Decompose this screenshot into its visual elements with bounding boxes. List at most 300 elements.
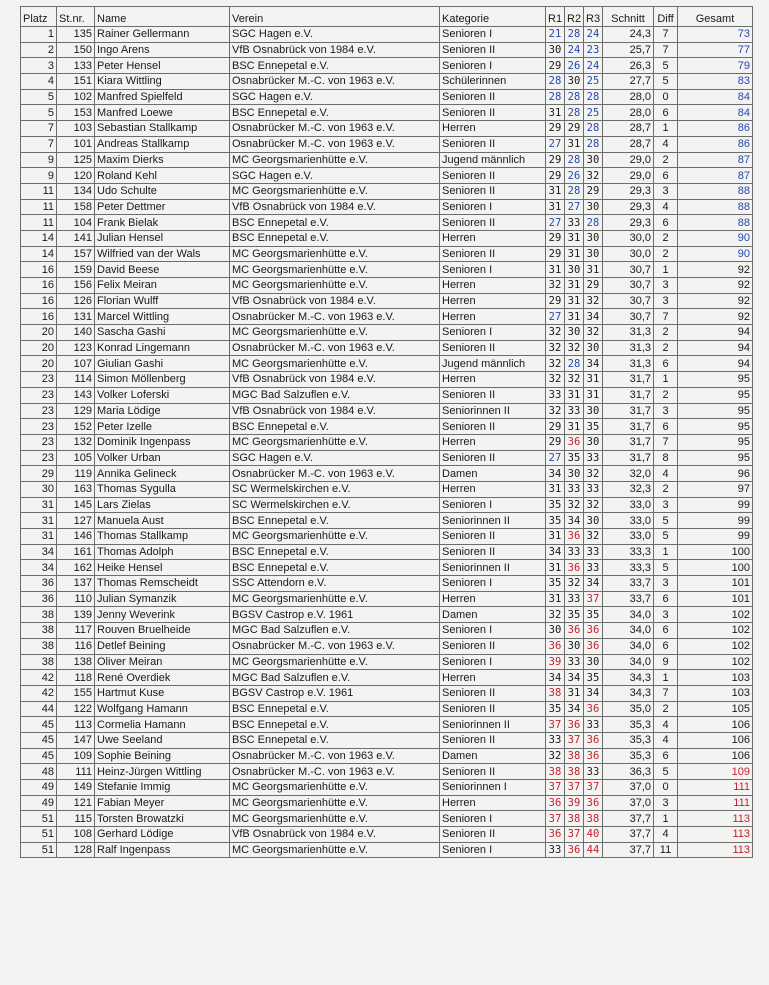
cell-diff: 3: [654, 576, 678, 592]
cell-stnr: 157: [57, 246, 95, 262]
cell-gesamt: 100: [678, 560, 753, 576]
table-row: [21, 293, 753, 309]
results-sheet: [20, 6, 752, 858]
cell-kategorie: Seniorinnen II: [440, 403, 546, 419]
cell-schnitt: 24,3: [603, 27, 654, 43]
cell-schnitt: 32,0: [603, 466, 654, 482]
table-row: [21, 121, 753, 137]
cell-stnr: 151: [57, 74, 95, 90]
table-row: [21, 309, 753, 325]
cell-r3: 38: [584, 811, 603, 827]
cell-schnitt: 31,7: [603, 387, 654, 403]
cell-r3: 30: [584, 654, 603, 670]
cell-r1: 35: [546, 701, 565, 717]
cell-schnitt: 31,7: [603, 419, 654, 435]
cell-schnitt: 31,3: [603, 356, 654, 372]
cell-schnitt: 34,0: [603, 638, 654, 654]
cell-stnr: 140: [57, 325, 95, 341]
cell-platz: 14: [21, 246, 57, 262]
cell-gesamt: 88: [678, 199, 753, 215]
cell-gesamt: 106: [678, 717, 753, 733]
table-row: [21, 576, 753, 592]
cell-schnitt: 29,0: [603, 168, 654, 184]
cell-diff: 5: [654, 58, 678, 74]
table-row: [21, 183, 753, 199]
cell-r2: 31: [565, 230, 584, 246]
cell-r1: 21: [546, 27, 565, 43]
cell-diff: 4: [654, 199, 678, 215]
cell-platz: 29: [21, 466, 57, 482]
cell-verein: BGSV Castrop e.V. 1961: [230, 607, 440, 623]
cell-name: Ingo Arens: [95, 42, 230, 58]
cell-verein: BSC Ennepetal e.V.: [230, 105, 440, 121]
cell-r2: 35: [565, 607, 584, 623]
table-row: [21, 434, 753, 450]
col-header-r2: R2: [565, 7, 584, 27]
cell-schnitt: 34,0: [603, 623, 654, 639]
cell-r2: 38: [565, 764, 584, 780]
cell-gesamt: 102: [678, 623, 753, 639]
cell-stnr: 163: [57, 481, 95, 497]
cell-r1: 37: [546, 717, 565, 733]
cell-verein: Osnabrücker M.-C. von 1963 e.V.: [230, 136, 440, 152]
cell-r2: 38: [565, 811, 584, 827]
cell-r3: 35: [584, 670, 603, 686]
cell-schnitt: 33,3: [603, 544, 654, 560]
cell-diff: 1: [654, 670, 678, 686]
cell-r2: 32: [565, 497, 584, 513]
cell-verein: SGC Hagen e.V.: [230, 89, 440, 105]
cell-diff: 1: [654, 121, 678, 137]
cell-verein: SGC Hagen e.V.: [230, 168, 440, 184]
cell-r1: 36: [546, 638, 565, 654]
cell-kategorie: Senioren I: [440, 842, 546, 858]
table-row: [21, 89, 753, 105]
cell-verein: SSC Attendorn e.V.: [230, 576, 440, 592]
cell-r1: 31: [546, 199, 565, 215]
cell-diff: 0: [654, 89, 678, 105]
cell-r3: 28: [584, 136, 603, 152]
cell-verein: VfB Osnabrück von 1984 e.V.: [230, 293, 440, 309]
cell-diff: 6: [654, 623, 678, 639]
cell-diff: 4: [654, 827, 678, 843]
cell-name: Julian Hensel: [95, 230, 230, 246]
cell-r1: 32: [546, 356, 565, 372]
cell-platz: 23: [21, 372, 57, 388]
cell-r2: 30: [565, 638, 584, 654]
cell-gesamt: 87: [678, 152, 753, 168]
cell-platz: 14: [21, 230, 57, 246]
table-row: [21, 246, 753, 262]
cell-gesamt: 87: [678, 168, 753, 184]
cell-gesamt: 88: [678, 183, 753, 199]
cell-schnitt: 28,0: [603, 105, 654, 121]
cell-r3: 28: [584, 89, 603, 105]
cell-schnitt: 37,7: [603, 842, 654, 858]
cell-kategorie: Senioren I: [440, 325, 546, 341]
cell-name: Maxim Dierks: [95, 152, 230, 168]
cell-name: Manuela Aust: [95, 513, 230, 529]
cell-stnr: 146: [57, 529, 95, 545]
cell-kategorie: Damen: [440, 466, 546, 482]
cell-r2: 27: [565, 199, 584, 215]
cell-schnitt: 30,7: [603, 262, 654, 278]
cell-diff: 5: [654, 513, 678, 529]
cell-verein: VfB Osnabrück von 1984 e.V.: [230, 372, 440, 388]
cell-r2: 36: [565, 717, 584, 733]
cell-name: Roland Kehl: [95, 168, 230, 184]
cell-r3: 36: [584, 748, 603, 764]
cell-verein: BSC Ennepetal e.V.: [230, 230, 440, 246]
cell-r3: 34: [584, 356, 603, 372]
cell-verein: MGC Bad Salzuflen e.V.: [230, 387, 440, 403]
cell-r3: 30: [584, 340, 603, 356]
table-row: [21, 199, 753, 215]
cell-r3: 36: [584, 795, 603, 811]
cell-stnr: 131: [57, 309, 95, 325]
cell-r2: 29: [565, 121, 584, 137]
cell-stnr: 120: [57, 168, 95, 184]
cell-r1: 37: [546, 780, 565, 796]
cell-schnitt: 33,0: [603, 529, 654, 545]
cell-schnitt: 33,7: [603, 591, 654, 607]
cell-r2: 38: [565, 748, 584, 764]
cell-r1: 38: [546, 764, 565, 780]
cell-r1: 29: [546, 152, 565, 168]
cell-r3: 32: [584, 497, 603, 513]
cell-diff: 2: [654, 152, 678, 168]
cell-stnr: 162: [57, 560, 95, 576]
cell-stnr: 102: [57, 89, 95, 105]
cell-r3: 25: [584, 74, 603, 90]
cell-stnr: 156: [57, 278, 95, 294]
table-row: [21, 795, 753, 811]
cell-schnitt: 29,0: [603, 152, 654, 168]
cell-platz: 23: [21, 450, 57, 466]
cell-kategorie: Senioren I: [440, 623, 546, 639]
cell-gesamt: 95: [678, 372, 753, 388]
table-row: [21, 168, 753, 184]
cell-gesamt: 101: [678, 591, 753, 607]
cell-stnr: 137: [57, 576, 95, 592]
cell-r2: 30: [565, 74, 584, 90]
cell-verein: Osnabrücker M.-C. von 1963 e.V.: [230, 309, 440, 325]
cell-schnitt: 31,7: [603, 434, 654, 450]
cell-verein: SC Wermelskirchen e.V.: [230, 497, 440, 513]
cell-r1: 31: [546, 529, 565, 545]
cell-r2: 33: [565, 215, 584, 231]
cell-r2: 33: [565, 403, 584, 419]
cell-platz: 31: [21, 513, 57, 529]
cell-gesamt: 101: [678, 576, 753, 592]
table-row: [21, 278, 753, 294]
cell-schnitt: 30,0: [603, 230, 654, 246]
cell-gesamt: 84: [678, 89, 753, 105]
cell-schnitt: 33,0: [603, 497, 654, 513]
cell-kategorie: Senioren II: [440, 450, 546, 466]
cell-platz: 16: [21, 278, 57, 294]
table-row: [21, 419, 753, 435]
cell-stnr: 115: [57, 811, 95, 827]
cell-r2: 31: [565, 136, 584, 152]
table-row: [21, 842, 753, 858]
cell-name: David Beese: [95, 262, 230, 278]
cell-kategorie: Herren: [440, 372, 546, 388]
cell-gesamt: 92: [678, 262, 753, 278]
cell-verein: MC Georgsmarienhütte e.V.: [230, 356, 440, 372]
cell-name: Manfred Loewe: [95, 105, 230, 121]
cell-r2: 36: [565, 529, 584, 545]
cell-r1: 35: [546, 576, 565, 592]
cell-diff: 5: [654, 764, 678, 780]
cell-r1: 29: [546, 419, 565, 435]
cell-kategorie: Herren: [440, 230, 546, 246]
cell-r1: 28: [546, 74, 565, 90]
cell-r3: 32: [584, 529, 603, 545]
cell-verein: VfB Osnabrück von 1984 e.V.: [230, 199, 440, 215]
cell-verein: BSC Ennepetal e.V.: [230, 215, 440, 231]
cell-r1: 38: [546, 685, 565, 701]
cell-gesamt: 94: [678, 356, 753, 372]
cell-r3: 36: [584, 701, 603, 717]
cell-verein: MC Georgsmarienhütte e.V.: [230, 842, 440, 858]
cell-verein: Osnabrücker M.-C. von 1963 e.V.: [230, 74, 440, 90]
cell-schnitt: 30,7: [603, 309, 654, 325]
cell-r3: 28: [584, 121, 603, 137]
cell-r3: 33: [584, 481, 603, 497]
cell-schnitt: 28,0: [603, 89, 654, 105]
cell-name: Thomas Stallkamp: [95, 529, 230, 545]
cell-r2: 35: [565, 450, 584, 466]
cell-platz: 5: [21, 105, 57, 121]
cell-gesamt: 111: [678, 780, 753, 796]
table-row: [21, 638, 753, 654]
cell-diff: 8: [654, 450, 678, 466]
cell-stnr: 103: [57, 121, 95, 137]
cell-diff: 2: [654, 325, 678, 341]
cell-name: Kiara Wittling: [95, 74, 230, 90]
cell-r1: 37: [546, 811, 565, 827]
cell-gesamt: 99: [678, 497, 753, 513]
cell-r2: 28: [565, 105, 584, 121]
cell-r1: 28: [546, 89, 565, 105]
cell-verein: BSC Ennepetal e.V.: [230, 544, 440, 560]
cell-platz: 23: [21, 419, 57, 435]
cell-r1: 32: [546, 403, 565, 419]
col-header-gesamt: Gesamt: [678, 7, 753, 27]
cell-schnitt: 37,0: [603, 780, 654, 796]
cell-diff: 6: [654, 356, 678, 372]
cell-schnitt: 29,3: [603, 215, 654, 231]
cell-r1: 29: [546, 168, 565, 184]
cell-r3: 35: [584, 607, 603, 623]
cell-stnr: 119: [57, 466, 95, 482]
cell-platz: 23: [21, 434, 57, 450]
table-row: [21, 372, 753, 388]
cell-r3: 33: [584, 450, 603, 466]
cell-kategorie: Senioren II: [440, 246, 546, 262]
table-row: [21, 152, 753, 168]
cell-gesamt: 109: [678, 764, 753, 780]
col-header-stnr: St.nr.: [57, 7, 95, 27]
cell-r3: 29: [584, 278, 603, 294]
cell-r2: 31: [565, 419, 584, 435]
cell-kategorie: Senioren I: [440, 497, 546, 513]
cell-r3: 32: [584, 168, 603, 184]
cell-r2: 26: [565, 168, 584, 184]
cell-kategorie: Senioren I: [440, 811, 546, 827]
col-header-r3: R3: [584, 7, 603, 27]
cell-gesamt: 73: [678, 27, 753, 43]
cell-diff: 9: [654, 654, 678, 670]
cell-r3: 37: [584, 780, 603, 796]
cell-name: Rainer Gellermann: [95, 27, 230, 43]
cell-schnitt: 30,7: [603, 278, 654, 294]
cell-verein: MC Georgsmarienhütte e.V.: [230, 246, 440, 262]
cell-stnr: 110: [57, 591, 95, 607]
cell-stnr: 134: [57, 183, 95, 199]
table-row: [21, 811, 753, 827]
table-row: [21, 215, 753, 231]
cell-platz: 1: [21, 27, 57, 43]
cell-stnr: 132: [57, 434, 95, 450]
cell-r1: 35: [546, 497, 565, 513]
cell-r3: 37: [584, 591, 603, 607]
table-row: [21, 230, 753, 246]
cell-platz: 42: [21, 685, 57, 701]
col-header-diff: Diff: [654, 7, 678, 27]
cell-gesamt: 95: [678, 450, 753, 466]
cell-r3: 30: [584, 230, 603, 246]
cell-gesamt: 79: [678, 58, 753, 74]
cell-r3: 34: [584, 685, 603, 701]
cell-platz: 20: [21, 325, 57, 341]
cell-verein: MC Georgsmarienhütte e.V.: [230, 325, 440, 341]
cell-name: Torsten Browatzki: [95, 811, 230, 827]
cell-platz: 49: [21, 795, 57, 811]
cell-name: Peter Hensel: [95, 58, 230, 74]
cell-r2: 34: [565, 513, 584, 529]
cell-schnitt: 33,7: [603, 576, 654, 592]
cell-r1: 33: [546, 732, 565, 748]
cell-r2: 28: [565, 27, 584, 43]
cell-r1: 29: [546, 434, 565, 450]
cell-name: Peter Izelle: [95, 419, 230, 435]
cell-kategorie: Senioren I: [440, 262, 546, 278]
table-row: [21, 748, 753, 764]
cell-name: Maria Lödige: [95, 403, 230, 419]
cell-name: Julian Symanzik: [95, 591, 230, 607]
cell-gesamt: 95: [678, 403, 753, 419]
cell-platz: 34: [21, 560, 57, 576]
cell-diff: 11: [654, 842, 678, 858]
cell-platz: 48: [21, 764, 57, 780]
cell-gesamt: 90: [678, 230, 753, 246]
cell-name: Lars Zielas: [95, 497, 230, 513]
cell-platz: 11: [21, 183, 57, 199]
cell-gesamt: 84: [678, 105, 753, 121]
table-row: [21, 497, 753, 513]
cell-platz: 4: [21, 74, 57, 90]
cell-stnr: 161: [57, 544, 95, 560]
cell-gesamt: 86: [678, 121, 753, 137]
col-header-platz: Platz: [21, 7, 57, 27]
cell-stnr: 150: [57, 42, 95, 58]
cell-r2: 36: [565, 560, 584, 576]
cell-r1: 29: [546, 293, 565, 309]
cell-gesamt: 97: [678, 481, 753, 497]
cell-r1: 33: [546, 387, 565, 403]
table-row: [21, 654, 753, 670]
cell-kategorie: Damen: [440, 748, 546, 764]
cell-verein: Osnabrücker M.-C. von 1963 e.V.: [230, 466, 440, 482]
cell-r1: 34: [546, 670, 565, 686]
cell-name: Frank Bielak: [95, 215, 230, 231]
table-row: [21, 544, 753, 560]
cell-platz: 42: [21, 670, 57, 686]
cell-name: Uwe Seeland: [95, 732, 230, 748]
cell-verein: MGC Bad Salzuflen e.V.: [230, 623, 440, 639]
cell-r2: 34: [565, 670, 584, 686]
cell-platz: 49: [21, 780, 57, 796]
cell-r3: 31: [584, 387, 603, 403]
cell-r2: 31: [565, 685, 584, 701]
cell-name: Fabian Meyer: [95, 795, 230, 811]
cell-diff: 3: [654, 278, 678, 294]
cell-r2: 32: [565, 340, 584, 356]
cell-schnitt: 35,3: [603, 732, 654, 748]
cell-schnitt: 28,7: [603, 136, 654, 152]
cell-diff: 4: [654, 466, 678, 482]
col-header-verein: Verein: [230, 7, 440, 27]
cell-verein: MC Georgsmarienhütte e.V.: [230, 152, 440, 168]
cell-verein: SGC Hagen e.V.: [230, 27, 440, 43]
cell-schnitt: 35,3: [603, 717, 654, 733]
cell-diff: 1: [654, 262, 678, 278]
cell-kategorie: Senioren II: [440, 42, 546, 58]
cell-kategorie: Senioren II: [440, 701, 546, 717]
cell-gesamt: 100: [678, 544, 753, 560]
table-row: [21, 466, 753, 482]
table-row: [21, 780, 753, 796]
cell-stnr: 128: [57, 842, 95, 858]
cell-r2: 31: [565, 278, 584, 294]
cell-name: Manfred Spielfeld: [95, 89, 230, 105]
cell-schnitt: 31,3: [603, 340, 654, 356]
cell-platz: 44: [21, 701, 57, 717]
cell-r3: 28: [584, 215, 603, 231]
cell-platz: 38: [21, 607, 57, 623]
cell-name: Jenny Weverink: [95, 607, 230, 623]
cell-gesamt: 88: [678, 215, 753, 231]
cell-kategorie: Senioren II: [440, 340, 546, 356]
cell-schnitt: 35,3: [603, 748, 654, 764]
cell-r3: 30: [584, 246, 603, 262]
cell-r1: 33: [546, 842, 565, 858]
cell-diff: 6: [654, 215, 678, 231]
cell-r1: 32: [546, 278, 565, 294]
cell-r3: 30: [584, 434, 603, 450]
cell-r2: 31: [565, 387, 584, 403]
cell-name: Cormelia Hamann: [95, 717, 230, 733]
cell-r2: 33: [565, 654, 584, 670]
cell-verein: BSC Ennepetal e.V.: [230, 717, 440, 733]
table-row: [21, 607, 753, 623]
cell-r1: 31: [546, 105, 565, 121]
cell-stnr: 118: [57, 670, 95, 686]
cell-schnitt: 34,0: [603, 607, 654, 623]
cell-schnitt: 32,3: [603, 481, 654, 497]
